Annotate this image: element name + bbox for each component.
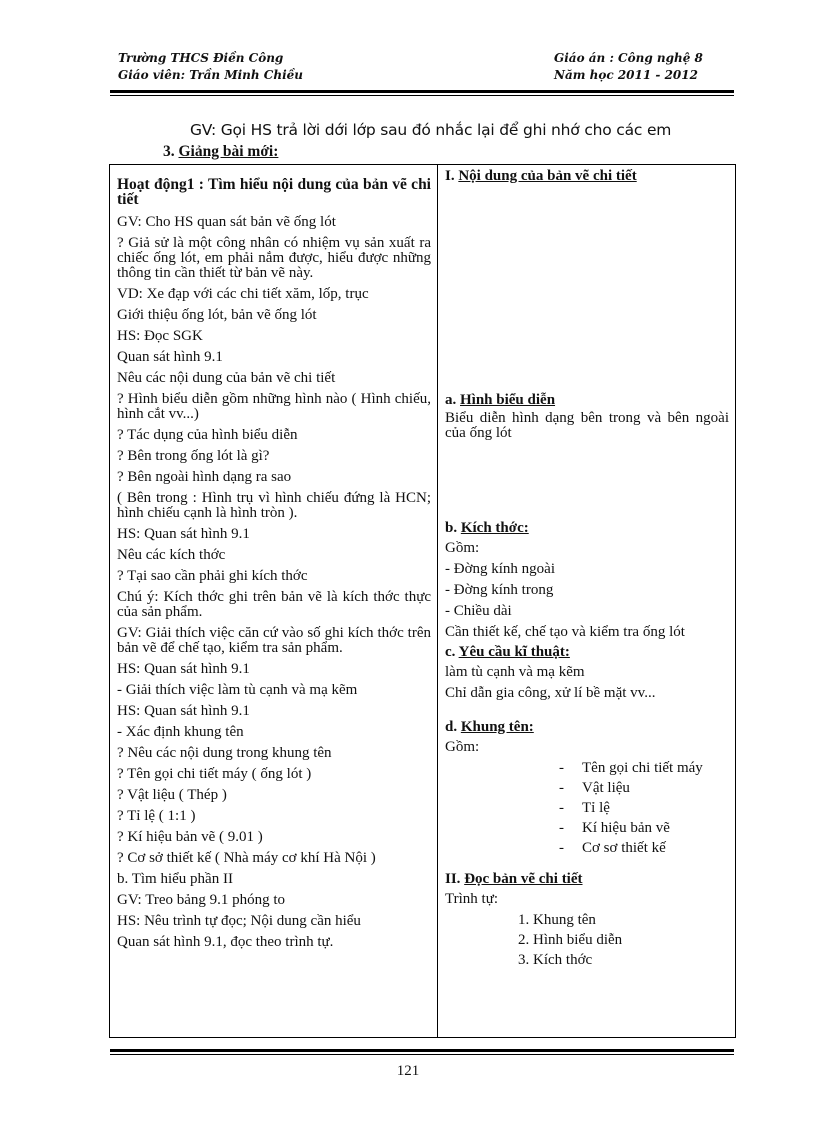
header-left (118, 50, 303, 84)
size-item: Gồm: (445, 540, 480, 556)
section-ii (445, 872, 729, 968)
title-block-item-text: Kí hiệu bản vẽ (582, 820, 670, 836)
column-divider (437, 165, 438, 1037)
activity-line: b. Tìm hiểu phần II (117, 871, 233, 887)
subject-name: Giáo án : Công nghệ 8 (554, 51, 703, 65)
page-number: 121 (396, 1063, 420, 1079)
activity-line: ? Bên ngoài hình dạng ra sao (117, 469, 292, 485)
header-rule-thick (110, 90, 734, 93)
section-b-items (445, 541, 729, 640)
section-d (445, 720, 729, 856)
activity-line: Giới thiệu ống lót, bản vẽ ống lót (117, 307, 317, 323)
activity-line: ? Nêu các nội dung trong khung tên (117, 745, 332, 761)
activity-line: HS: Quan sát hình 9.1 (117, 661, 250, 677)
section-ii-heading (445, 872, 729, 887)
section-a-prefix: a. (445, 392, 460, 408)
activity-line: ? Kí hiệu bản vẽ ( 9.01 ) (117, 829, 263, 845)
footer-rule-thick (110, 1049, 734, 1052)
activity-line: Quan sát hình 9.1 (117, 349, 223, 365)
title-block-item-text: Tên gọi chi tiết máy (582, 760, 703, 776)
section-a-title: Hình biểu diễn (460, 392, 556, 408)
activity-line: ? Vật liệu ( Thép ) (117, 787, 227, 803)
activity-line: HS: Quan sát hình 9.1 (117, 703, 250, 719)
section-b-heading (445, 521, 729, 536)
activity-line: HS: Đọc SGK (117, 328, 203, 344)
section-ii-prefix: II. (445, 871, 465, 887)
section-d-heading (445, 720, 729, 735)
section-a-heading (445, 393, 729, 408)
activity-line: HS: Quan sát hình 9.1 (117, 526, 250, 542)
section-ii-title: Đọc bản vẽ chi tiết (464, 871, 583, 887)
title-block-item (445, 821, 729, 836)
activity-lines (117, 215, 431, 950)
activity-line: - Giải thích việc làm tù cạnh và mạ kẽm (117, 682, 358, 698)
section-title: Giảng bài mới: (178, 143, 279, 160)
content-column (445, 169, 729, 973)
bullet-dash: - (559, 760, 564, 776)
section-a-body: Biểu diễn hình dạng bên trong và bên ngoài của ống lót (445, 410, 729, 441)
title-block-item-text: Tỉ lệ (582, 800, 610, 816)
bullet-dash: - (559, 780, 564, 796)
reading-step: 1. Khung tên (518, 912, 596, 928)
title-block-item (445, 841, 729, 856)
bullet-dash: - (559, 820, 564, 836)
section-ii-intro: Trình tự: (445, 891, 499, 907)
bullet-dash: - (559, 840, 564, 856)
section-c (445, 645, 729, 701)
school-name: Trường THCS Điền Công (118, 51, 284, 65)
activity-line: ? Bên trong ống lót là gì? (117, 448, 270, 464)
intro-text: GV: Gọi HS trả lời dới lớp sau đó nhắc lại để ghi nhớ cho các em (190, 121, 672, 139)
header-right (554, 50, 703, 84)
section-d-intro: Gồm: (445, 739, 480, 755)
title-block-item-text: Vật liệu (582, 780, 630, 796)
title-block-item (445, 761, 729, 776)
section-c-prefix: c. (445, 644, 459, 660)
section-c-heading (445, 645, 729, 660)
header-rule-thin (110, 95, 734, 96)
title-block-item-text: Cơ sơ thiết kế (582, 840, 666, 856)
size-item: Cần thiết kế, chế tạo và kiểm tra ống lót (445, 624, 685, 640)
activity-line: ? Tên gọi chi tiết máy ( ống lót ) (117, 766, 312, 782)
activity-line: ? Hình biểu diễn gồm những hình nào ( Hình chiếu, hình cắt vv...) (117, 391, 431, 422)
activity-line: ? Tại sao cần phải ghi kích thớc (117, 568, 308, 584)
title-block-item (445, 781, 729, 796)
activity-line: ? Tác dụng của hình biểu diễn (117, 427, 298, 443)
section-heading (163, 143, 278, 161)
lesson-table (109, 164, 736, 1038)
content-title (445, 169, 729, 184)
activity-line: GV: Cho HS quan sát bản vẽ ống lót (117, 214, 336, 230)
activity-heading: Hoạt động1 : Tìm hiểu nội dung của bản vẽ chi tiết (117, 176, 431, 208)
section-number: 3. (163, 143, 175, 160)
section-a (445, 393, 729, 441)
section-d-title: Khung tên: (460, 719, 534, 735)
section-b-prefix: b. (445, 520, 461, 536)
section-d-prefix: d. (445, 719, 461, 735)
activities-column (117, 177, 431, 956)
footer-rule-thin (110, 1054, 734, 1055)
activity-line: GV: Treo bảng 9.1 phóng to (117, 892, 286, 908)
activity-line: ? Tỉ lệ ( 1:1 ) (117, 808, 196, 824)
title-block-item (445, 801, 729, 816)
section-c-items (445, 665, 729, 701)
section-b-title: Kích thớc: (460, 520, 529, 536)
teacher-name: Giáo viên: Trần Minh Chiều (118, 68, 303, 82)
activity-line: Nêu các nội dung của bản vẽ chi tiết (117, 370, 336, 386)
content-title-prefix: I. (445, 168, 459, 184)
activity-line: HS: Nêu trình tự đọc; Nội dung cần hiểu (117, 913, 361, 929)
activity-line: ? Cơ sở thiết kế ( Nhà máy cơ khí Hà Nội ) (117, 850, 376, 866)
activity-line: GV: Giải thích việc căn cứ vào số ghi kích thớc trên bản vẽ để chế tạo, kiểm tra sản phẩm. (117, 625, 431, 656)
content-title-text: Nội dung của bản vẽ chi tiết (458, 168, 637, 184)
size-item: - Chiều dài (445, 603, 512, 619)
requirement-item: Chỉ dẫn gia công, xử lí bề mặt vv... (445, 685, 656, 701)
section-d-items (445, 761, 729, 856)
section-b (445, 521, 729, 640)
bullet-dash: - (559, 800, 564, 816)
activity-line: Quan sát hình 9.1, đọc theo trình tự. (117, 934, 334, 950)
activity-line: ? Giả sử là một công nhân có nhiệm vụ sản xuất ra chiếc ống lót, em phải nắm được, hiểu được những thông tin cần thiết từ bản vẽ này. (117, 235, 431, 281)
activity-line: Chú ý: Kích thớc ghi trên bản vẽ là kích thớc thực của sản phẩm. (117, 589, 431, 620)
requirement-item: làm tù cạnh và mạ kẽm (445, 664, 585, 680)
section-c-title: Yêu cầu kĩ thuật: (458, 644, 570, 660)
reading-step: 2. Hình biểu diễn (518, 932, 623, 948)
activity-line: - Xác định khung tên (117, 724, 244, 740)
activity-line: VD: Xe đạp với các chi tiết xăm, lốp, trục (117, 286, 369, 302)
size-item: - Đờng kính trong (445, 582, 554, 598)
activity-line: ( Bên trong : Hình trụ vì hình chiếu đứng là HCN; hình chiếu cạnh là hình tròn ). (117, 490, 431, 521)
activity-line: Nêu các kích thớc (117, 547, 226, 563)
section-ii-items (445, 913, 729, 968)
size-item: - Đờng kính ngoài (445, 561, 556, 577)
reading-step: 3. Kích thớc (518, 952, 593, 968)
school-year: Năm học 2011 - 2012 (554, 68, 698, 82)
